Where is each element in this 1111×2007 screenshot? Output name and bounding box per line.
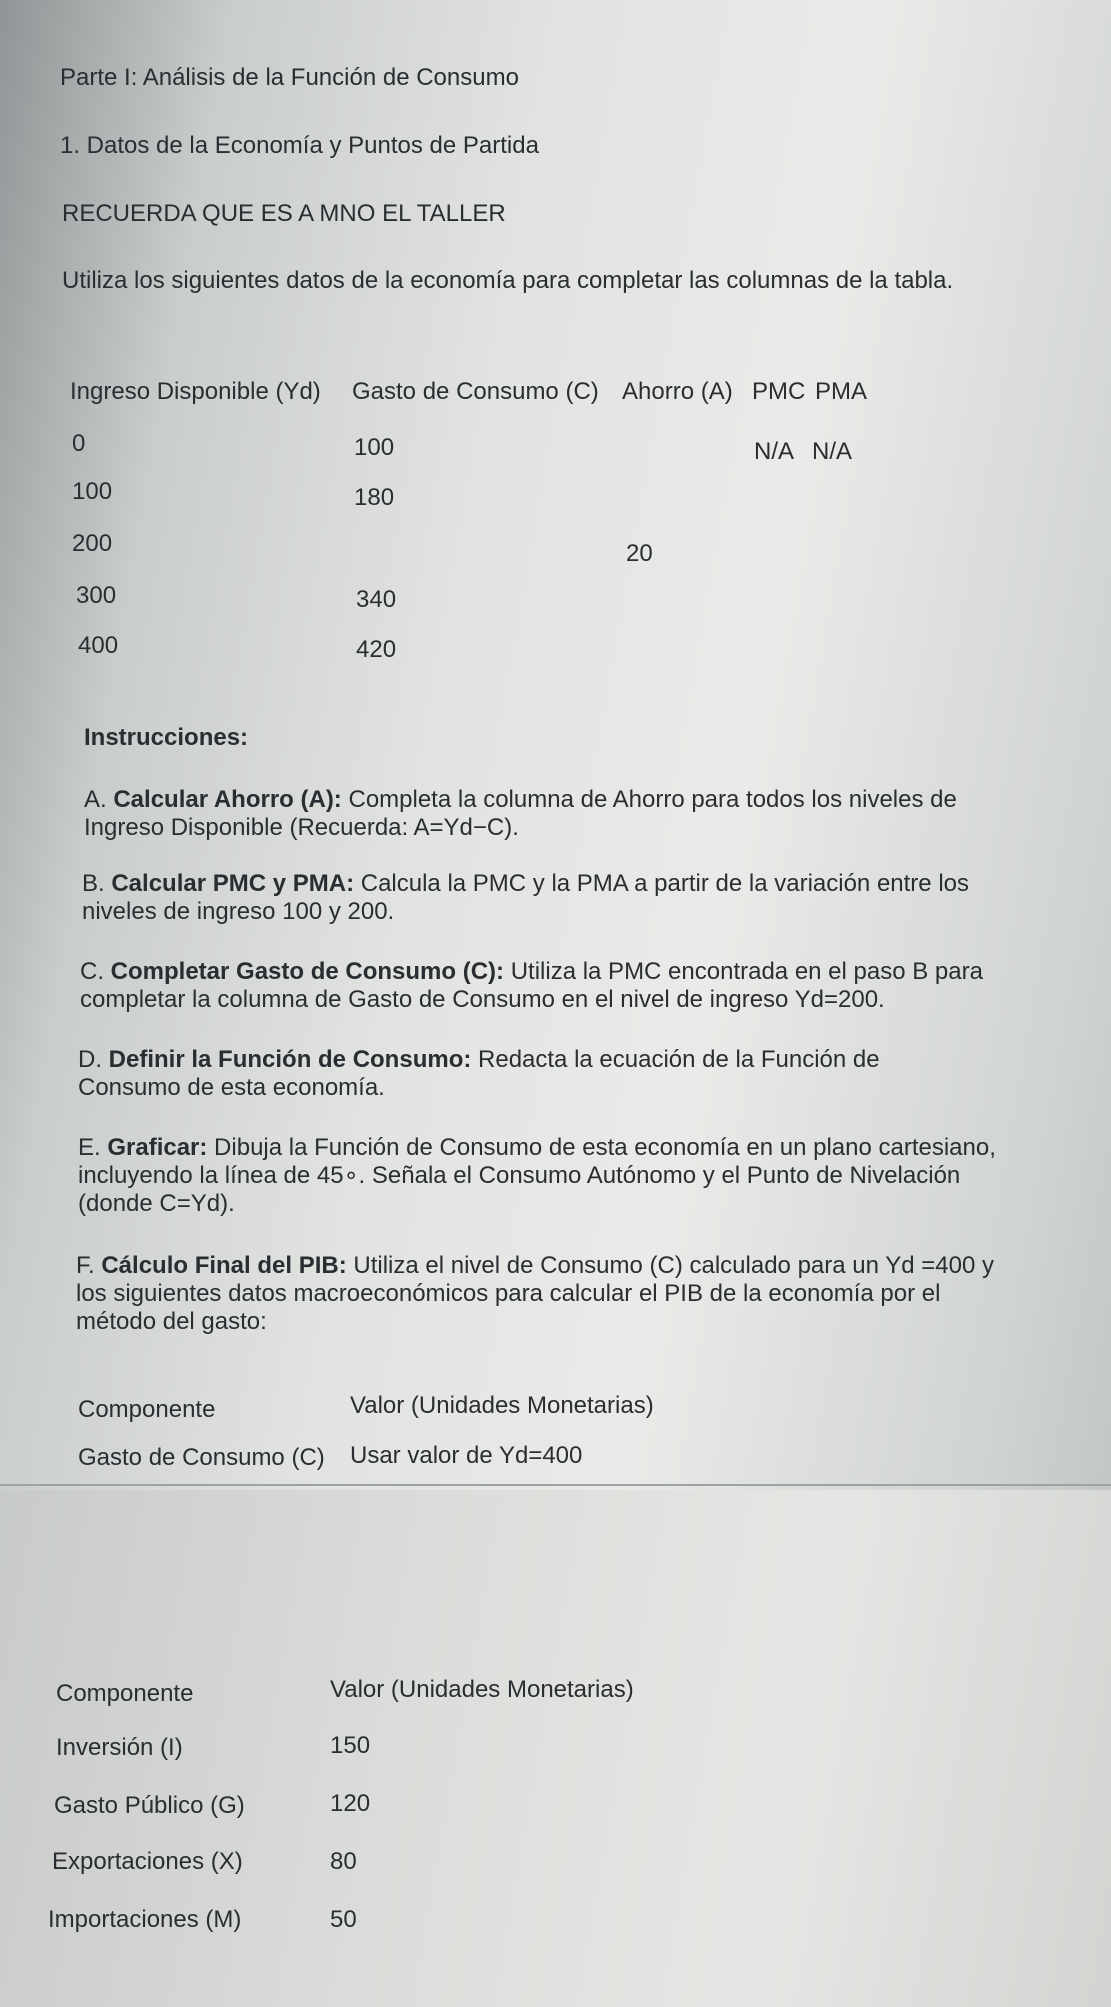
table-row-1-c: 100 xyxy=(354,434,395,461)
instruction-f-text: Utiliza el nivel de Consumo (C) calculado para un Yd =400 y los siguientes datos macroeconómicos para calcular el PIB de la economía por el método del gasto: xyxy=(76,1252,994,1335)
table-header-pma: PMA xyxy=(815,378,868,405)
instruction-f xyxy=(76,1252,1026,1336)
instruction-e xyxy=(78,1134,1008,1218)
table-row-1-pmc: N/A xyxy=(754,438,795,465)
gdp-row-public-spending: Gasto Público (G) xyxy=(54,1792,245,1819)
reminder-note: RECUERDA QUE ES A MNO EL TALLER xyxy=(62,200,506,227)
table-header-c: Gasto de Consumo (C) xyxy=(352,378,599,405)
table-row-1-pma: N/A xyxy=(812,438,853,465)
section-title: 1. Datos de la Economía y Puntos de Partida xyxy=(60,132,539,159)
instruction-f-label: F. xyxy=(76,1252,102,1279)
table-row-3-yd: 200 xyxy=(72,530,113,557)
instruction-b-label: B. xyxy=(82,870,112,897)
gdp-row-imports: Importaciones (M) xyxy=(48,1906,242,1933)
instruction-c-text: Utiliza la PMC encontrada en el paso B para completar la columna de Gasto de Consumo en el nivel de ingreso Yd=200. xyxy=(80,958,983,1013)
instruction-a-text: Completa la columna de Ahorro para todos los niveles de Ingreso Disponible (Recuerda: A=Yd−C). xyxy=(84,786,957,841)
gdp-row-public-spending-value: 120 xyxy=(330,1790,371,1817)
gdp-row-imports-value: 50 xyxy=(330,1906,357,1933)
gdp-row-investment-value: 150 xyxy=(330,1732,371,1759)
gdp-table2-header-component: Componente xyxy=(56,1680,194,1707)
instruction-c-label: C. xyxy=(80,958,111,985)
instruction-d-text: Redacta la ecuación de la Función de Consumo de esta economía. xyxy=(78,1046,880,1101)
instruction-e-text: Dibuja la Función de Consumo de esta economía en un plano cartesiano, incluyendo la línea de 45∘. Señala el Consumo Autónomo y el Punto de Nivelación (donde C=Yd). xyxy=(78,1134,996,1217)
instruction-e-label: E. xyxy=(78,1134,108,1161)
table-row-2-c: 180 xyxy=(354,484,395,511)
document-heading: Parte I: Análisis de la Función de Consumo xyxy=(60,64,519,91)
gdp-table-header-component: Componente xyxy=(78,1396,216,1423)
instruction-a-title: Calcular Ahorro (A): xyxy=(113,786,342,813)
intro-paragraph: Utiliza los siguientes datos de la economía para completar las columnas de la tabla. xyxy=(62,267,954,294)
instruction-d xyxy=(78,1046,978,1102)
instruction-f-title: Cálculo Final del PIB: xyxy=(101,1252,347,1279)
gdp-table2-header-value: Valor (Unidades Monetarias) xyxy=(330,1676,634,1703)
instruction-b xyxy=(82,870,1012,926)
table-header-a: Ahorro (A) xyxy=(622,378,733,405)
table-row-4-yd: 300 xyxy=(76,582,117,609)
table-row-2-yd: 100 xyxy=(72,478,113,505)
instruction-d-title: Definir la Función de Consumo: xyxy=(108,1046,472,1073)
gdp-table-row-consumption: Gasto de Consumo (C) xyxy=(78,1444,325,1471)
gdp-table-header-value: Valor (Unidades Monetarias) xyxy=(350,1392,654,1419)
instruction-a xyxy=(84,786,1014,842)
gdp-table-row-consumption-value: Usar valor de Yd=400 xyxy=(350,1442,583,1469)
instruction-b-text: Calcula la PMC y la PMA a partir de la variación entre los niveles de ingreso 100 y 200. xyxy=(82,870,969,925)
gdp-row-exports: Exportaciones (X) xyxy=(52,1848,243,1875)
table-row-5-c: 420 xyxy=(356,636,397,663)
instruction-c-title: Completar Gasto de Consumo (C): xyxy=(110,958,505,985)
table-row-3-a: 20 xyxy=(626,540,653,567)
gdp-row-exports-value: 80 xyxy=(330,1848,357,1875)
table-row-5-yd: 400 xyxy=(78,632,119,659)
instruction-b-title: Calcular PMC y PMA: xyxy=(111,870,355,897)
page-fold-line xyxy=(0,1484,1111,1486)
table-header-yd: Ingreso Disponible (Yd) xyxy=(70,378,321,405)
instruction-d-label: D. xyxy=(78,1046,109,1073)
instruction-e-title: Graficar: xyxy=(107,1134,208,1161)
instruction-c xyxy=(80,958,1020,1014)
table-header-pmc: PMC xyxy=(752,378,806,405)
instruction-a-label: A. xyxy=(84,786,114,813)
gdp-row-investment: Inversión (I) xyxy=(56,1734,183,1761)
table-row-4-c: 340 xyxy=(356,586,397,613)
table-row-1-yd: 0 xyxy=(72,430,86,457)
instructions-title: Instrucciones: xyxy=(84,724,249,751)
